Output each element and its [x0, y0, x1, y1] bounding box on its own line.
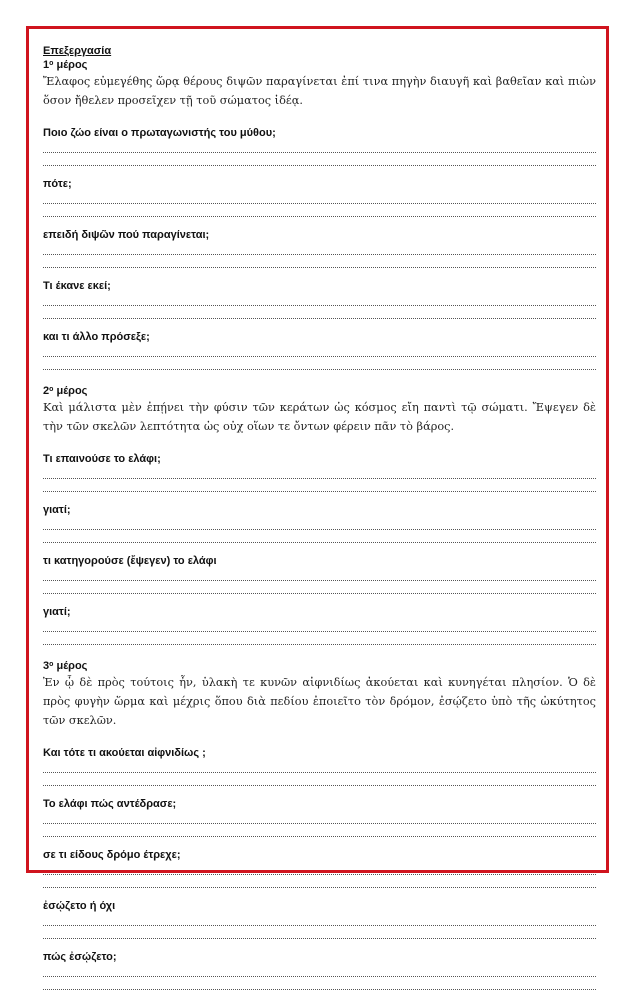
question: επειδή διψῶν πού παραγίνεται; — [43, 229, 210, 241]
answer-line[interactable] — [43, 344, 596, 357]
answer-line[interactable] — [43, 357, 596, 370]
answer-line[interactable] — [43, 632, 596, 645]
part-2 — [43, 384, 596, 645]
question: Ποιο ζώο είναι ο πρωταγωνιστής του μύθου; — [43, 127, 276, 139]
answer-line[interactable] — [43, 824, 596, 837]
answer-line[interactable] — [43, 913, 596, 926]
question: ἐσῴζετο ή όχι — [43, 900, 116, 912]
answer-line[interactable] — [43, 306, 596, 319]
question: σε τι είδους δρόμο έτρεχε; — [43, 849, 181, 861]
answer-line[interactable] — [43, 926, 596, 939]
answer-line[interactable] — [43, 977, 596, 990]
answer-line[interactable] — [43, 811, 596, 824]
question: τι κατηγορούσε (ἔψεγεν) το ελάφι — [43, 555, 217, 567]
answer-line[interactable] — [43, 153, 596, 166]
part-3-passage: Ἐν ᾧ δὲ πρὸς τούτοις ἦν, ὑλακὴ τε κυνῶν αἰφνιδίως ἀκούεται καὶ κυνηγέται πλησίον. Ὁ δὲ πρὸς φυγὴν ὥρμα καὶ μέχρις ὅπου διὰ πεδίου ἐποιεῖτο τὸν δρόμον, ἐσῴζετο ὑπὸ τῆς ὠκύτητος τῶν σκελῶν. — [43, 676, 596, 727]
answer-line[interactable] — [43, 760, 596, 773]
part-2-passage: Καὶ μάλιστα μὲν ἐπῄνει τὴν φύσιν τῶν κεράτων ὡς κόσμος εἴη παντὶ τῷ σώματι. Ἔψεγεν δὲ τὴν τῶν σκελῶν λεπτότητα ὡς οὐχ οἵων τε ὄντων φέρειν πᾶν τὸ βάρος. — [43, 401, 596, 433]
part-3-heading: $3^o$ μέρος — [43, 660, 88, 672]
question: Το ελάφι πώς αντέδρασε; — [43, 798, 177, 810]
part-1-passage: Ἔλαφος εὐμεγέθης ὥρᾳ θέρους διψῶν παραγίνεται ἐπί τινα πηγὴν διαυγῆ καὶ βαθεῖαν καὶ πιὼν ὅσον ἤθελεν προσεῖχεν τῇ τοῦ σώματος ἰδέᾳ. — [43, 75, 596, 107]
worksheet — [43, 44, 596, 990]
answer-line[interactable] — [43, 255, 596, 268]
question: Τι έκανε εκεί; — [43, 280, 111, 292]
question: και τι άλλο πρόσεξε; — [43, 331, 150, 343]
answer-line[interactable] — [43, 530, 596, 543]
answer-line[interactable] — [43, 479, 596, 492]
answer-line[interactable] — [43, 568, 596, 581]
question: πώς ἐσῴζετο; — [43, 951, 117, 963]
part-1 — [43, 58, 596, 370]
question: πότε; — [43, 178, 72, 190]
answer-line[interactable] — [43, 204, 596, 217]
answer-line[interactable] — [43, 242, 596, 255]
part-1-heading: $1^o$ μέρος — [43, 59, 88, 71]
question: γιατί; — [43, 606, 71, 618]
worksheet-title: Επεξεργασία — [43, 45, 112, 57]
part-2-heading: $2^o$ μέρος — [43, 385, 88, 397]
answer-line[interactable] — [43, 517, 596, 530]
answer-line[interactable] — [43, 773, 596, 786]
question: Τι επαινούσε το ελάφι; — [43, 453, 161, 465]
part-3 — [43, 659, 596, 990]
answer-line[interactable] — [43, 964, 596, 977]
answer-line[interactable] — [43, 466, 596, 479]
answer-line[interactable] — [43, 191, 596, 204]
answer-line[interactable] — [43, 293, 596, 306]
question: γιατί; — [43, 504, 71, 516]
answer-line[interactable] — [43, 619, 596, 632]
answer-line[interactable] — [43, 875, 596, 888]
question: Και τότε τι ακούεται αἰφνιδίως ; — [43, 747, 206, 759]
answer-line[interactable] — [43, 581, 596, 594]
answer-line[interactable] — [43, 140, 596, 153]
answer-line[interactable] — [43, 862, 596, 875]
